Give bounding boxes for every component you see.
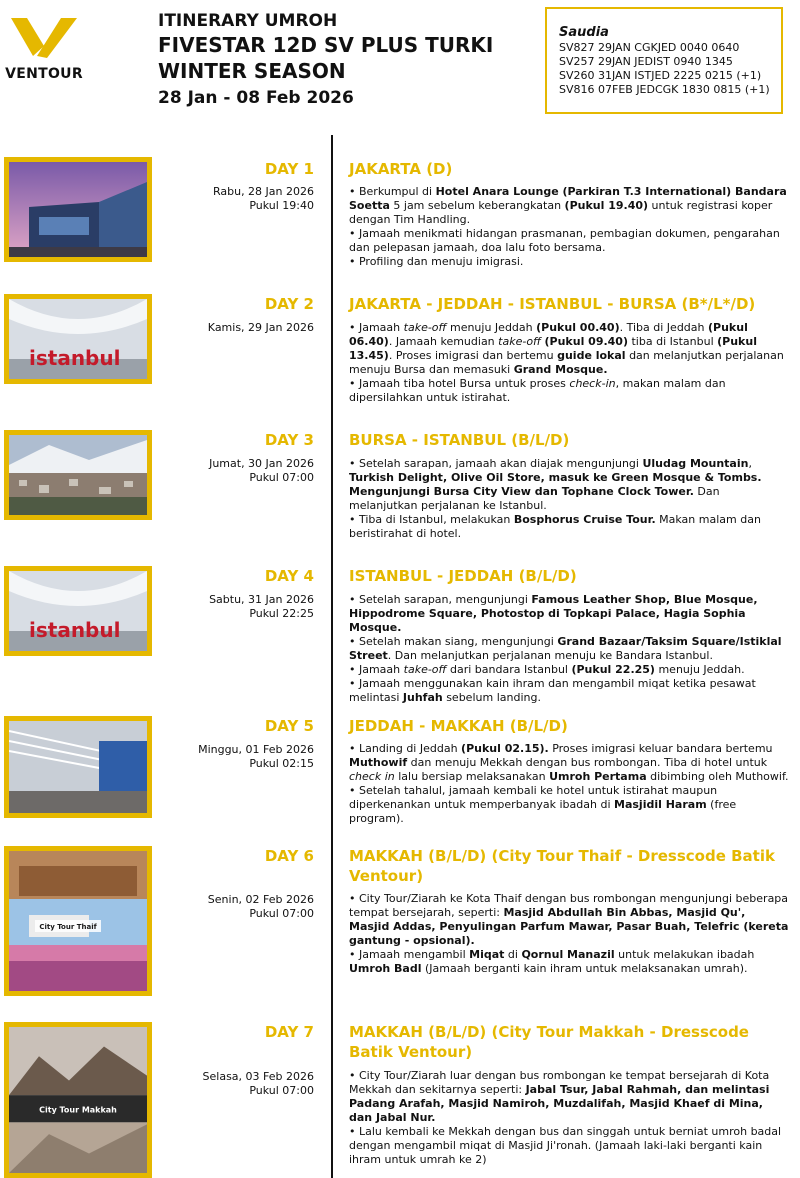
plain-text: tiba di Istanbul bbox=[628, 335, 718, 348]
emphasis-text: take-off bbox=[403, 663, 447, 676]
plain-text: , makan malam dan dipersilahkan untuk istirahat. bbox=[349, 377, 726, 404]
emphasis-text: (Pukul 06.40) bbox=[349, 321, 748, 348]
istanbul-airport-photo bbox=[4, 566, 152, 656]
trip-dates: 28 Jan - 08 Feb 2026 bbox=[158, 88, 354, 108]
plain-text: sebelum landing. bbox=[442, 691, 541, 704]
day-5-time: Pukul 02:15 bbox=[249, 757, 314, 770]
plain-text: untuk registrasi koper dengan Tim Handling. bbox=[349, 199, 773, 226]
plain-text: . Dan melanjutkan perjalanan menuju ke Bandara Istanbul. bbox=[387, 649, 713, 662]
emphasis-text: (Pukul 22.25) bbox=[571, 663, 655, 676]
day-1-time: Pukul 19:40 bbox=[249, 199, 314, 212]
plain-text: • Jamaah bbox=[349, 663, 404, 676]
day-7-title: MAKKAH (B/L/D) (City Tour Makkah - Dresscode Batik Ventour) bbox=[349, 1023, 749, 1061]
emphasis-text: Qornul Manazil bbox=[521, 948, 615, 961]
flight-line: SV827 29JAN CGKJED 0040 0640 bbox=[559, 41, 740, 54]
day-2-date: Kamis, 29 Jan 2026 bbox=[207, 321, 314, 334]
hotel-lounge-photo bbox=[4, 157, 152, 262]
plain-text: dari bandara Istanbul bbox=[446, 663, 572, 676]
plain-text: • Setelah sarapan, jamaah akan diajak mengunjungi bbox=[349, 457, 643, 470]
day-7-date: Selasa, 03 Feb 2026 bbox=[202, 1070, 314, 1083]
emphasis-text: check in bbox=[349, 770, 395, 783]
itinerary-paragraph: • Profiling dan menuju imigrasi. bbox=[349, 255, 524, 268]
day-4-label: DAY 4 bbox=[264, 567, 314, 585]
itinerary-paragraph: • Lalu kembali ke Mekkah dengan bus dan singgah untuk berniat umroh badal dengan mengambil miqat di Masjid Ji'ronah. (Jamaah laki-laki berganti kain ihram untuk umrah ke 2) bbox=[349, 1125, 782, 1166]
day-5-date: Minggu, 01 Feb 2026 bbox=[198, 743, 314, 756]
day-2-title: JAKARTA - JEDDAH - ISTANBUL - BURSA (B*/L*/D) bbox=[349, 295, 756, 313]
plain-text: dan melanjutkan perjalanan menuju Bursa dan memasuki bbox=[349, 349, 784, 376]
itinerary-paragraph bbox=[349, 677, 789, 705]
emphasis-text: Muthowif bbox=[349, 756, 408, 769]
plain-text: Makan malam dan beristirahat di hotel. bbox=[349, 513, 761, 540]
itinerary-paragraph bbox=[349, 742, 789, 784]
plain-text: • Setelah tahalul, jamaah kembali ke hotel untuk istirahat maupun diperkenankan untuk memperbanyak ibadah di bbox=[349, 784, 718, 811]
jeddah-airport-photo bbox=[4, 716, 152, 818]
emphasis-text: take-off bbox=[498, 335, 541, 348]
plain-text: • Setelah sarapan, mengunjungi bbox=[349, 593, 532, 606]
emphasis-text: (Pukul 02.15). bbox=[461, 742, 549, 755]
day-4-date: Sabtu, 31 Jan 2026 bbox=[209, 593, 314, 606]
itinerary-paragraph bbox=[349, 377, 789, 405]
emphasis-text: Jabal Tsur, Jabal Rahmah, dan melintasi Padang Arafah, Masjid Namiroh, Muzdalifah, Masjid Khaef di Mina, dan Jabal Nur. bbox=[349, 1083, 770, 1124]
airline-name: Saudia bbox=[559, 25, 609, 40]
itinerary-title bbox=[158, 10, 493, 110]
bursa-city-photo bbox=[4, 430, 152, 520]
itinerary-paragraph bbox=[349, 635, 789, 663]
day-4-time: Pukul 22:25 bbox=[249, 607, 314, 620]
plain-text: menuju Jeddah. bbox=[654, 663, 745, 676]
day-1-title: JAKARTA (D) bbox=[349, 160, 453, 178]
day-7-time: Pukul 07:00 bbox=[249, 1084, 314, 1097]
plain-text: . Proses imigrasi dan bertemu bbox=[388, 349, 558, 362]
emphasis-text: (Pukul 13.45) bbox=[349, 335, 757, 362]
day-3-time: Pukul 07:00 bbox=[249, 471, 314, 484]
istanbul-sign: istanbul bbox=[29, 346, 121, 370]
plain-text: • City Tour/Ziarah ke Kota Thaif dengan bus rombongan mengunjungi beberapa tempat bersejarah, seperti: bbox=[349, 892, 789, 919]
emphasis-text: Hotel Anara Lounge (Parkiran T.3 International) Bandara Soetta bbox=[349, 185, 787, 212]
day-3-body bbox=[349, 457, 789, 541]
plain-text: menuju Jeddah bbox=[446, 321, 537, 334]
plain-text: Dan melanjutkan perjalanan ke Istanbul. bbox=[349, 485, 720, 512]
emphasis-text: Umroh Badl bbox=[349, 962, 422, 975]
emphasis-text: Masjid Abdullah Bin Abbas, Masjid Qu', Masjid Addas, Penyulingan Parfum Mawar, Pasar Buah, Telefric (kereta gantung - opsional). bbox=[349, 906, 789, 947]
plain-text: • Setelah makan siang, mengunjungi bbox=[349, 635, 558, 648]
plain-text: , bbox=[748, 457, 752, 470]
itinerary-paragraph bbox=[349, 1069, 789, 1125]
emphasis-text: Famous Leather Shop, Blue Mosque, Hippodrome Square, Photostop di Topkapi Palace, Hagia Sophia Mosque. bbox=[349, 593, 758, 634]
emphasis-text: Juhfah bbox=[402, 691, 443, 704]
day-4-body bbox=[349, 593, 789, 705]
itinerary-paragraph bbox=[349, 663, 789, 677]
flight-line: SV257 29JAN JEDIST 0940 1345 bbox=[559, 55, 733, 68]
itinerary-paragraph bbox=[349, 593, 789, 635]
plain-text: (Jamaah berganti kain ihram untuk melaksanakan umrah). bbox=[421, 962, 748, 975]
plain-text: dibimbing oleh Muthowif. bbox=[646, 770, 789, 783]
title-line-2: FIVESTAR 12D SV PLUS TURKI bbox=[158, 33, 494, 57]
ventour-logo bbox=[4, 16, 84, 86]
plain-text: Proses imigrasi keluar bandara bertemu bbox=[548, 742, 773, 755]
day-6-date: Senin, 02 Feb 2026 bbox=[207, 893, 314, 906]
photo-caption-city-tour-makkah: City Tour Makkah bbox=[39, 1105, 117, 1115]
plain-text: (free program). bbox=[349, 798, 737, 825]
emphasis-text: Uludag Mountain bbox=[642, 457, 749, 470]
day-2-body bbox=[349, 321, 789, 405]
itinerary-paragraph bbox=[349, 185, 789, 227]
emphasis-text: (Pukul 00.40) bbox=[536, 321, 620, 334]
day-6-body bbox=[349, 892, 789, 976]
plain-text: • Jamaah menggunakan kain ihram dan mengambil miqat ketika pesawat melintasi bbox=[349, 677, 756, 704]
plain-text: . Jamaah kemudian bbox=[388, 335, 499, 348]
ventour-v-icon bbox=[11, 16, 77, 60]
plain-text: • Jamaah mengambil bbox=[349, 948, 470, 961]
day-5-title: JEDDAH - MAKKAH (B/L/D) bbox=[349, 717, 568, 735]
day-6-title: MAKKAH (B/L/D) (City Tour Thaif - Dresscode Batik Ventour) bbox=[349, 847, 775, 885]
emphasis-text: Grand Bazaar/Taksim Square/Istiklal Street bbox=[349, 635, 782, 662]
itinerary-paragraph bbox=[349, 457, 789, 513]
day-6-label: DAY 6 bbox=[264, 847, 314, 865]
timeline-divider bbox=[331, 135, 333, 1178]
flight-line: SV816 07FEB JEDCGK 1830 0815 (+1) bbox=[559, 83, 770, 96]
title-line-3: WINTER SEASON bbox=[158, 59, 346, 83]
day-2-label: DAY 2 bbox=[264, 295, 314, 313]
plain-text: 5 jam sebelum keberangkatan bbox=[389, 199, 565, 212]
istanbul-sign: istanbul bbox=[29, 618, 121, 642]
plain-text: lalu bersiap melaksanakan bbox=[394, 770, 550, 783]
day-7-label: DAY 7 bbox=[264, 1023, 314, 1041]
day-4-title: ISTANBUL - JEDDAH (B/L/D) bbox=[349, 567, 577, 585]
brand-name: VENTOUR bbox=[5, 66, 83, 82]
emphasis-text: check-in bbox=[569, 377, 616, 390]
emphasis-text: Bosphorus Cruise Tour. bbox=[513, 513, 656, 526]
plain-text: dan menuju Mekkah dengan bus rombongan. Tiba di hotel untuk bbox=[407, 756, 768, 769]
day-7-body bbox=[349, 1069, 789, 1167]
emphasis-text: guide lokal bbox=[557, 349, 626, 362]
day-5-body bbox=[349, 742, 789, 826]
emphasis-text: (Pukul 19.40) bbox=[564, 199, 649, 212]
itinerary-paragraph bbox=[349, 892, 789, 948]
day-5-label: DAY 5 bbox=[264, 717, 314, 735]
day-1-date: Rabu, 28 Jan 2026 bbox=[212, 185, 314, 198]
day-3-date: Jumat, 30 Jan 2026 bbox=[209, 457, 314, 470]
itinerary-paragraph: • Jamaah menikmati hidangan prasmanan, pembagian dokumen, pengarahan dan pelepasan jamaah, doa lalu foto bersama. bbox=[349, 227, 780, 254]
makkah-collage-photo bbox=[4, 1022, 152, 1178]
flight-line: SV260 31JAN ISTJED 2225 0215 (+1) bbox=[559, 69, 762, 82]
plain-text: . Tiba di Jeddah bbox=[619, 321, 708, 334]
emphasis-text: (Pukul 09.40) bbox=[544, 335, 628, 348]
emphasis-text: Grand Mosque. bbox=[513, 363, 608, 376]
plain-text: • Jamaah bbox=[349, 321, 404, 334]
day-1-body bbox=[349, 185, 789, 269]
emphasis-text: Umroh Pertama bbox=[549, 770, 647, 783]
itinerary-paragraph bbox=[349, 948, 789, 976]
day-1-label: DAY 1 bbox=[264, 160, 314, 178]
plain-text: di bbox=[504, 948, 522, 961]
title-line-1: ITINERARY UMROH bbox=[158, 11, 338, 31]
plain-text: • City Tour/Ziarah luar dengan bus rombongan ke tempat bersejarah di Kota Mekkah dan sekitarnya seperti: bbox=[349, 1069, 770, 1096]
emphasis-text: Turkish Delight, Olive Oil Store, masuk ke Green Mosque & Tombs. Mengunjungi Bursa City View dan Tophane Clock Tower. bbox=[349, 471, 762, 498]
plain-text: • Tiba di Istanbul, melakukan bbox=[349, 513, 514, 526]
emphasis-text: Masjidil Haram bbox=[614, 798, 707, 811]
plain-text: • Jamaah tiba hotel Bursa untuk proses bbox=[349, 377, 570, 390]
thaif-collage-photo bbox=[4, 846, 152, 996]
itinerary-paragraph bbox=[349, 784, 789, 826]
flight-info-box bbox=[545, 7, 783, 114]
istanbul-airport-photo bbox=[4, 294, 152, 384]
emphasis-text: take-off bbox=[403, 321, 447, 334]
itinerary-paragraph bbox=[349, 321, 789, 377]
plain-text: • Berkumpul di bbox=[349, 185, 436, 198]
plain-text: • Landing di Jeddah bbox=[349, 742, 462, 755]
day-6-time: Pukul 07:00 bbox=[249, 907, 314, 920]
photo-caption-city-tour-thaif: City Tour Thaif bbox=[39, 923, 97, 931]
plain-text: untuk melakukan ibadah bbox=[614, 948, 755, 961]
itinerary-paragraph bbox=[349, 513, 789, 541]
day-3-title: BURSA - ISTANBUL (B/L/D) bbox=[349, 431, 570, 449]
emphasis-text: Miqat bbox=[469, 948, 505, 961]
day-3-label: DAY 3 bbox=[264, 431, 314, 449]
